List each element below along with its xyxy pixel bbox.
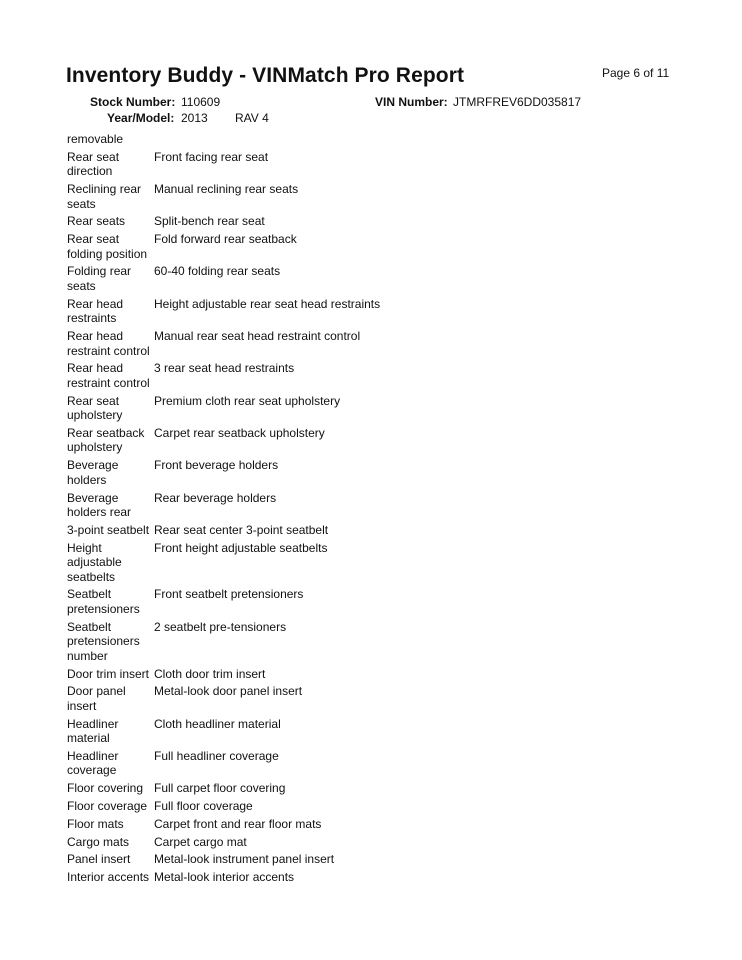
spec-value: Metal-look instrument panel insert [154,852,335,867]
model-value: RAV 4 [235,111,269,125]
spec-key: Rear head restraints [67,296,124,326]
spec-key: Rear head restraint control [67,361,150,390]
spec-row [67,491,487,520]
spec-row [67,799,487,814]
spec-value: Front beverage holders [154,458,279,473]
spec-value: Carpet rear seatback upholstery [154,425,325,440]
spec-row [67,684,487,713]
spec-row [67,264,487,293]
page-number: Page 6 of 11 [602,66,670,80]
spec-row [67,394,487,423]
spec-value: Front height adjustable seatbelts [154,540,328,555]
stock-number-label: Stock Number: [90,95,176,109]
spec-key: removable [67,132,124,146]
spec-value: Split-bench rear seat [154,214,265,229]
report-title: Inventory Buddy - VINMatch Pro Report [66,64,465,87]
spec-key: Interior accents [67,870,150,885]
spec-row [67,870,487,885]
spec-value: Full carpet floor covering [154,781,286,796]
spec-row [67,667,487,682]
year-model-label: Year/Model: [107,111,175,125]
spec-key: Cargo mats [67,834,130,849]
spec-value: Front seatbelt pretensioners [154,587,304,602]
spec-row [67,132,487,147]
spec-row [67,458,487,487]
spec-row [67,182,487,211]
spec-key: Panel insert [67,852,131,867]
spec-row [67,835,487,850]
spec-key: Headliner coverage [67,748,119,778]
spec-row [67,297,487,326]
spec-key: Rear seats [67,214,126,229]
spec-value: 2 seatbelt pre-tensioners [154,619,287,634]
spec-key: Height adjustable seatbelts [67,540,122,584]
spec-key: Rear seat folding position [67,232,148,261]
spec-value: Metal-look door panel insert [154,684,303,699]
spec-key: Floor covering [67,781,144,796]
spec-row [67,541,487,585]
spec-value: 60-40 folding rear seats [154,264,281,279]
spec-value: Manual reclining rear seats [154,182,299,197]
spec-value: Manual rear seat head restraint control [154,329,361,344]
spec-key: Floor mats [67,816,124,831]
spec-key: 3-point seatbelt [67,522,150,537]
vin-number-value: JTMRFREV6DD035817 [453,95,582,109]
spec-key: Headliner material [67,716,119,746]
spec-key: Door panel insert [67,684,126,713]
spec-row [67,426,487,455]
spec-key: Floor coverage [67,799,148,814]
spec-value: Carpet front and rear floor mats [154,816,322,831]
spec-key: Beverage holders [67,458,119,487]
spec-value: 3 rear seat head restraints [154,361,295,376]
spec-value: Metal-look interior accents [154,870,295,885]
spec-value: Full floor coverage [154,799,253,814]
spec-value: Full headliner coverage [154,748,279,763]
spec-row [67,781,487,796]
spec-value: Rear beverage holders [154,490,277,505]
spec-list [67,132,487,888]
spec-key: Beverage holders rear [67,490,132,520]
spec-row [67,749,487,778]
spec-key: Rear head restraint control [67,329,150,358]
spec-row [67,587,487,616]
spec-row [67,717,487,746]
spec-key: Door trim insert [67,666,150,681]
spec-value: Fold forward rear seatback [154,232,297,247]
spec-key: Reclining rear seats [67,182,142,211]
spec-row [67,214,487,229]
spec-value: Premium cloth rear seat upholstery [154,393,341,408]
spec-key: Rear seat upholstery [67,393,123,423]
year-value: 2013 [181,111,208,125]
spec-key: Folding rear seats [67,264,132,293]
spec-value: Height adjustable rear seat head restraints [154,296,381,311]
spec-row [67,523,487,538]
spec-key: Seatbelt pretensioners [67,587,140,616]
spec-value: Carpet cargo mat [154,834,247,849]
spec-row [67,817,487,832]
vin-number-label: VIN Number: [375,95,448,109]
spec-row [67,232,487,261]
spec-key: Rear seatback upholstery [67,425,145,455]
spec-row [67,150,487,179]
spec-key: Rear seat direction [67,149,120,179]
spec-value: Cloth headliner material [154,716,281,731]
spec-row [67,329,487,358]
spec-row [67,620,487,664]
spec-value: Front facing rear seat [154,149,269,164]
spec-row [67,852,487,867]
spec-key: Seatbelt pretensioners number [67,619,140,663]
spec-row [67,361,487,390]
spec-value: Rear seat center 3-point seatbelt [154,522,329,537]
stock-number-value: 110609 [181,95,221,109]
spec-value: Cloth door trim insert [154,666,266,681]
